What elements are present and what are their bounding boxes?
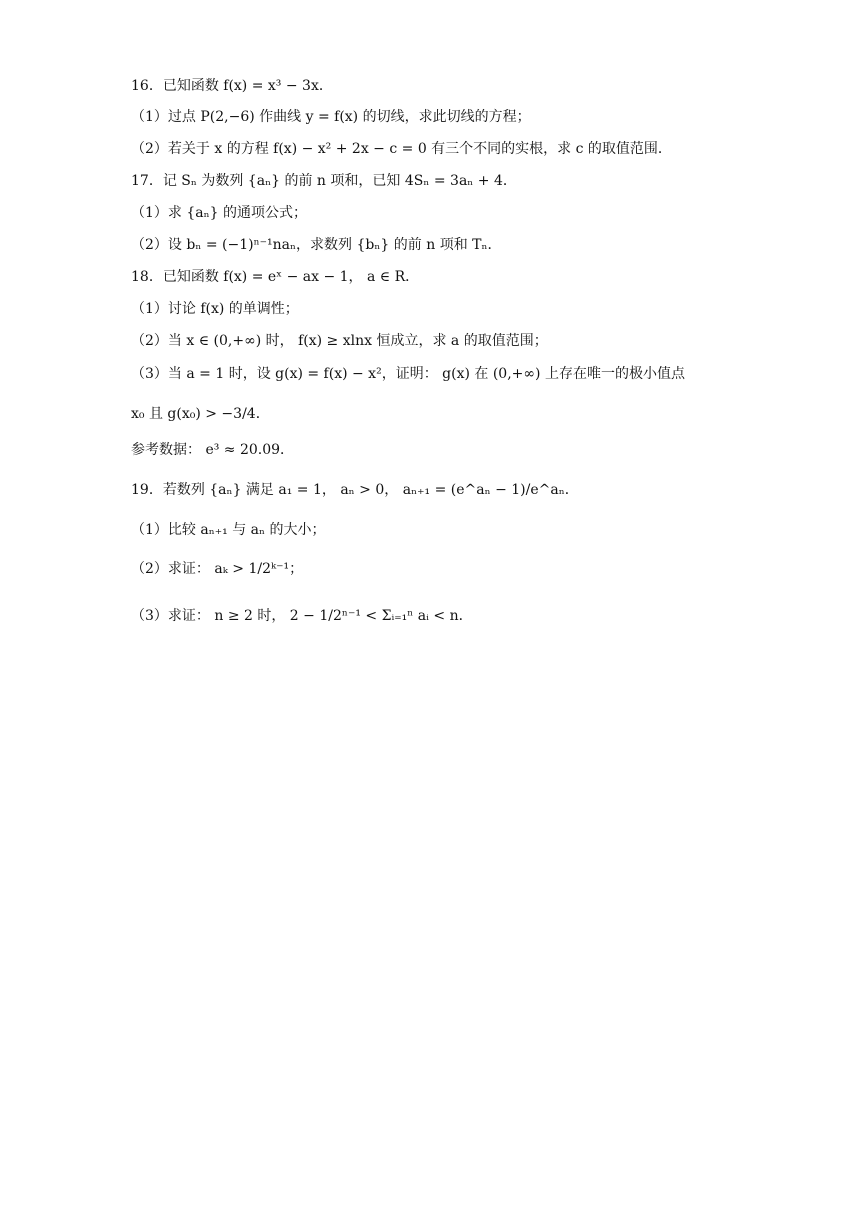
problem-19-part-3: （3）求证： n ≥ 2 时， 2 − 1/2ⁿ⁻¹ < Σᵢ₌₁ⁿ aᵢ < n． (131, 608, 473, 624)
problem-16-stem: 16．已知函数 f(x) = x³ − 3x． (131, 78, 333, 94)
problem-19-part-2: （2）求证： aₖ > 1/2ᵏ⁻¹； (131, 561, 304, 577)
problem-17-part-2: （2）设 bₙ = (−1)ⁿ⁻¹naₙ，求数列 {bₙ} 的前 n 项和 Tₙ． (131, 237, 502, 253)
reference-data: 参考数据： e³ ≈ 20.09． (131, 442, 295, 458)
problem-18-stem: 18．已知函数 f(x) = eˣ − ax − 1， a ∈ R． (131, 269, 420, 285)
problem-18-part-2: （2）当 x ∈ (0,+∞) 时， f(x) ≥ xlnx 恒成立，求 a 的取值范围； (131, 333, 548, 349)
problem-17-part-1: （1）求 {aₙ} 的通项公式； (131, 205, 308, 221)
problem-16-part-2: （2）若关于 x 的方程 f(x) − x² + 2x − c = 0 有三个不同的实根，求 c 的取值范围． (131, 141, 672, 157)
problem-18-part-3-continued: x₀ 且 g(x₀) > −3/4． (131, 406, 270, 422)
problem-19-part-1: （1）比较 aₙ₊₁ 与 aₙ 的大小； (131, 522, 326, 538)
problem-17-stem: 17．记 Sₙ 为数列 {aₙ} 的前 n 项和，已知 4Sₙ = 3aₙ + 4． (131, 173, 517, 189)
problem-16-part-1: （1）过点 P(2,−6) 作曲线 y = f(x) 的切线，求此切线的方程； (131, 109, 531, 125)
problem-19-stem: 19．若数列 {aₙ} 满足 a₁ = 1， aₙ > 0， aₙ₊₁ = (e^aₙ − 1)/e^aₙ． (131, 482, 579, 498)
problem-18-part-3: （3）当 a = 1 时，设 g(x) = f(x) − x²，证明： g(x) 在 (0,+∞) 上存在唯一的极小值点 (131, 366, 685, 382)
problem-18-part-1: （1）讨论 f(x) 的单调性； (131, 301, 299, 317)
